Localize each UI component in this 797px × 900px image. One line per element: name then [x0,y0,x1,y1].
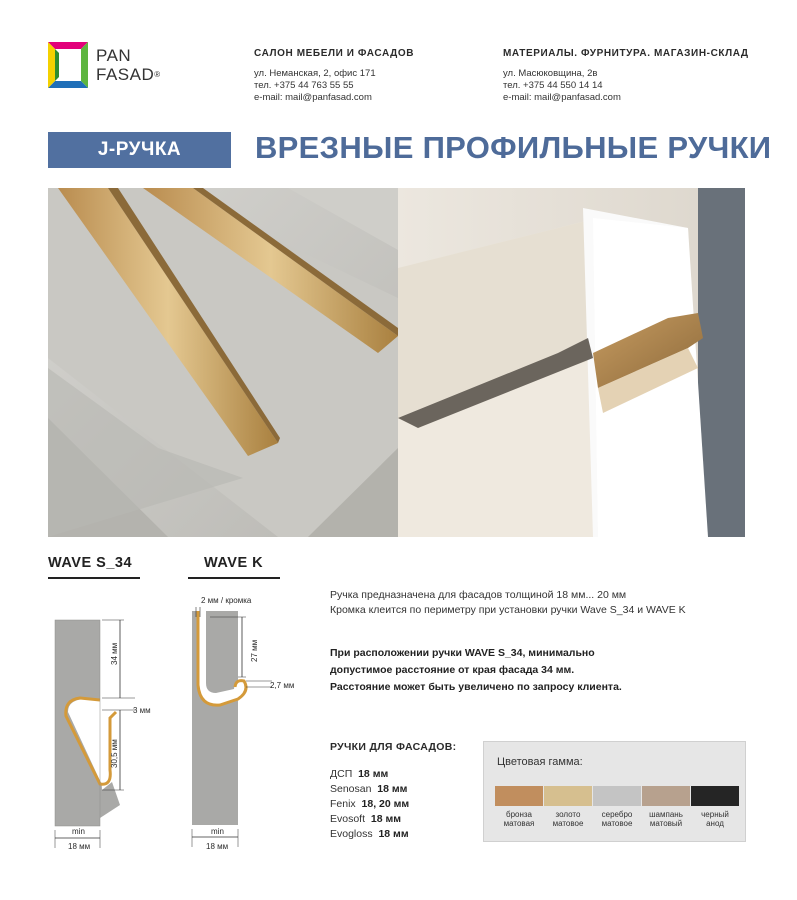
note-line: При расположении ручки WAVE S_34, минимально [330,647,595,659]
wave-s34-drawing [40,600,180,860]
product-photo-doors-handles [398,188,745,537]
brand-logo [48,42,161,88]
palette-title: Цветовая гамма: [497,756,583,768]
dim-depth: 27 мм [250,639,259,662]
list-item [330,797,409,812]
swatch-label [689,810,741,828]
facade-name: Evosoft [330,813,366,825]
dim-bottom: 30,5 мм [110,739,119,768]
facade-size: 18 мм [370,813,402,825]
swatch-label-line: золото [555,810,581,819]
swatch-label [542,810,594,828]
contact-block-salon [254,48,414,104]
contact-email[interactable]: e-mail: mail@panfasad.com [254,92,372,103]
product-tag: J-РУЧКА [48,132,231,168]
dim-edge: 2 мм / кромка [201,596,252,605]
swatch-silver [593,786,641,806]
facades-title: РУЧКИ ДЛЯ ФАСАДОВ: [330,741,457,753]
contact-title: САЛОН МЕБЕЛИ И ФАСАДОВ [254,48,415,59]
placement-note [330,645,622,696]
swatch-label-line: серебро [601,810,633,819]
facade-name: Evogloss [330,828,373,840]
swatch-label-line: анод [706,819,724,828]
swatch-black [691,786,739,806]
swatch-label-line: шампань [649,810,683,819]
facade-size: 18 мм [358,768,389,780]
logo-frame-icon [48,42,88,88]
contact-address: ул. Масюковщина, 2в [503,68,598,79]
contact-email[interactable]: e-mail: mail@panfasad.com [503,92,621,103]
product-description [330,588,686,618]
swatch-bronze [495,786,543,806]
profile-title-wave-s34: WAVE S_34 [48,555,133,571]
dim-min: min [211,827,224,836]
brand-line-2: FASAD [96,65,155,84]
swatch-label [591,810,643,828]
list-item [330,782,409,797]
dim-top: 34 мм [110,642,119,665]
profile-underline [188,577,280,579]
swatch-label-line: матовое [601,819,633,828]
wave-k-drawing [180,595,290,860]
swatch-label [493,810,545,828]
description-line: Ручка предназначена для фасадов толщиной 18 мм... 20 мм [330,589,627,601]
swatch-gold [544,786,592,806]
description-line: Кромка клеится по периметру при установки ручки Wave S_34 и WAVE K [330,604,686,616]
facade-name: ДСП [330,768,353,780]
facade-size: 18, 20 мм [361,798,410,810]
contact-address: ул. Неманская, 2, офис 171 [254,68,376,79]
product-photo-golden-handles [48,188,398,537]
swatch-label-line: матовая [503,819,535,828]
contact-title: МАТЕРИАЛЫ. ФУРНИТУРА. МАГАЗИН-СКЛАД [503,48,749,59]
swatch-label [640,810,692,828]
swatch-champagne [642,786,690,806]
contact-phone[interactable]: тел. +375 44 550 14 14 [503,80,603,91]
facade-name: Senosan [330,783,372,795]
dim-gap: 3 мм [133,706,151,715]
brand-reg: ® [154,70,161,79]
list-item [330,767,409,782]
facade-name: Fenix [330,798,356,810]
color-palette [483,741,746,842]
contact-block-warehouse [503,48,749,104]
note-line: Расстояние может быть увеличено по запросу клиента. [330,681,622,693]
facades-list [330,767,409,842]
facade-size: 18 мм [377,783,408,795]
profile-underline [48,577,140,579]
dim-min: min [72,827,85,836]
dim-width: 18 мм [206,842,229,851]
swatch-label-line: черный [701,810,729,819]
profile-title-wave-k: WAVE K [204,555,264,571]
swatch-label-line: матовое [552,819,584,828]
swatch-label-line: бронза [505,810,532,819]
page-title: ВРЕЗНЫЕ ПРОФИЛЬНЫЕ РУЧКИ [255,130,772,165]
list-item [330,827,409,842]
note-line: допустимое расстояние от края фасада 34 мм. [330,664,575,676]
facade-size: 18 мм [378,828,409,840]
contact-phone[interactable]: тел. +375 44 763 55 55 [254,80,354,91]
brand-name [96,46,161,84]
dim-width: 18 мм [68,842,91,851]
dim-lip: 2,7 мм [270,681,295,690]
swatch-label-line: матовый [649,819,683,828]
brand-line-1: PAN [96,46,132,65]
list-item [330,812,409,827]
